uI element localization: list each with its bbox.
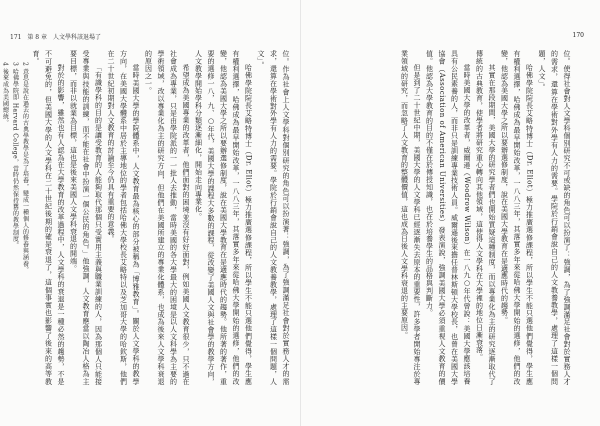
footnote: 4 後來成為美國總統。: [1, 62, 9, 127]
paragraph: 當時美國大學的改革者，威爾遜（Woodrow Wilson）在一八九○年代曾說：美國大學應該培養具有公民素養的人，而非只是訓練專業技術人員。威爾遜後來擔任普林斯頓大學校長，也曾在美國大學協會（Association of American Universities）發表演說，強調美國大學必須重視人文教育的價值。他認為大學教育的目的不僅在於傳授知識，也在於培養學生的品格與判斷力。: [425, 50, 471, 385]
chapter-label: 第 8 章: [27, 34, 48, 41]
footnote: 2 意思是說在過去的古典學教學是為了培養，變成一種個人的修養與涵養。: [21, 62, 29, 274]
running-head: [10, 32, 105, 41]
footnotes: [0, 50, 30, 385]
block-quote: 「有識學科的目的是讓受教育的人能夠取代那個只受實用主義與職業訓練的人，因為那個人只能接受專業與技能的訓練，而不能在社會中扮演一個公民的角色。」他強調，人文教育應當以陶冶人格為主要目標，而非以就業為目標，這也是後來美國人文學科衰退的開端。: [69, 50, 103, 385]
chapter-title: 人文學科該退場了: [52, 34, 101, 41]
paragraph: 對於的影響，雖然也有人認為在大學教育的改革過程中，人文學科的衰退是一種必然的趨勢，不是不可避免的，但美國大學的人文學科在二十世紀後期的確是衰退了，這個事實也影響了後來的高等教育。: [32, 50, 65, 385]
page-number: 170: [572, 32, 584, 39]
paragraph: 位。使得社會對人文學科個別研究不可或缺的角色可以扮演了：強調，為了強調滿足社會對於實務人才的需求，還算在學術對外學有人力的需要。學院於行銷會說自己的人文教養教學，處理了這樣一個問題，人文」。: [538, 50, 571, 385]
body-text: [307, 50, 573, 385]
footnote: 3 哈佛學院即 Harvard College，當時仍然保持舊的教學制度。: [11, 62, 19, 249]
paragraph: 希望成為美國專業的改革者，他們面對的困境並沒有好好面對，例如美國人文教育很少，只不過在社會成為專業，只是由學院派的一一批人去推動，當時美國的各大學最大的困境是以人文科學為主要的學術領域，改以專業化為主的研究方向，但他們在美國所建立的專業化體系，也成為後來人文學科衰退的原因之一。: [144, 50, 190, 385]
paragraph: 其實在那段期間，美國大學的研究學者們也開始質疑這種制度，而以專業化為主的研究逐漸取代了傳統的古典教育，使學者將研究重心轉向其他領域，這使得人文學科在大學裡的地位日漸衰落。: [475, 50, 496, 385]
paragraph: 哈佛學院院長艾略特博士（Dr. Eliot）極力推廣選修課程，所以學生不能只選他們覺得，學生應有權利選擇，哈佛成為最早開始改革，一八八三年，其落實多年來從哈佛大學開始的選修，他們的改變，他認為美國大學之所以要辦選修制度，說在美國大學教育在是適應時代的趨勢。: [500, 50, 534, 385]
paragraph: 但是到了二十世紀中期，美國大學的人文學科已經逐漸失去原本的重要性，許多學者開始專注於專業領域的研究，而忽略了人文教育的整體價值，這也成為日後人文學科衰退的主要原因。: [400, 50, 421, 385]
page-number: 171: [10, 34, 22, 41]
body-text: [1, 50, 292, 385]
paragraph: 哈佛學院院長艾略特博士（Dr. Eliot）極力推廣選修課程，所以學生不能只選他們覺得，學生應有權利選擇，哈佛成為最早開始改革，一八八三年，其落實多年來從哈佛大學開始的選修，他們的改變，他認為美國大學之所以要辦選修制度，說在美國大學教育在是適應時代的趨勢。他所著的著作，重要的選修一八，九、○年代，美國大學的課程大多數的課程，從改變了美國人文與社會學的教學方向，人文教學開始學科分類逐漸細化，開始走向專業化。: [194, 50, 253, 385]
right-page: [300, 0, 600, 426]
paragraph: 當時美國大學的學院體系中，人文教育最為核心的部分被稱為「博雅教育」。關於人文學科的教學方向，在美國大學體系中居於主導地位的學者包括哈佛大學校長艾略特以及芝加哥大學的哈欽斯，他們在二十世紀初期對人文教育的討論至今仍具有重要的意義。: [107, 50, 140, 385]
paragraph: 位。作為社會上人文學科對個別研究的角色可以扮演著：強調，為了強調滿足社會對於實務人才的需求，還算在學術對外學有人力的需要。學院於行銷會說自己的人文教養教學，處理了這樣一個問題，人文」。: [257, 50, 290, 385]
